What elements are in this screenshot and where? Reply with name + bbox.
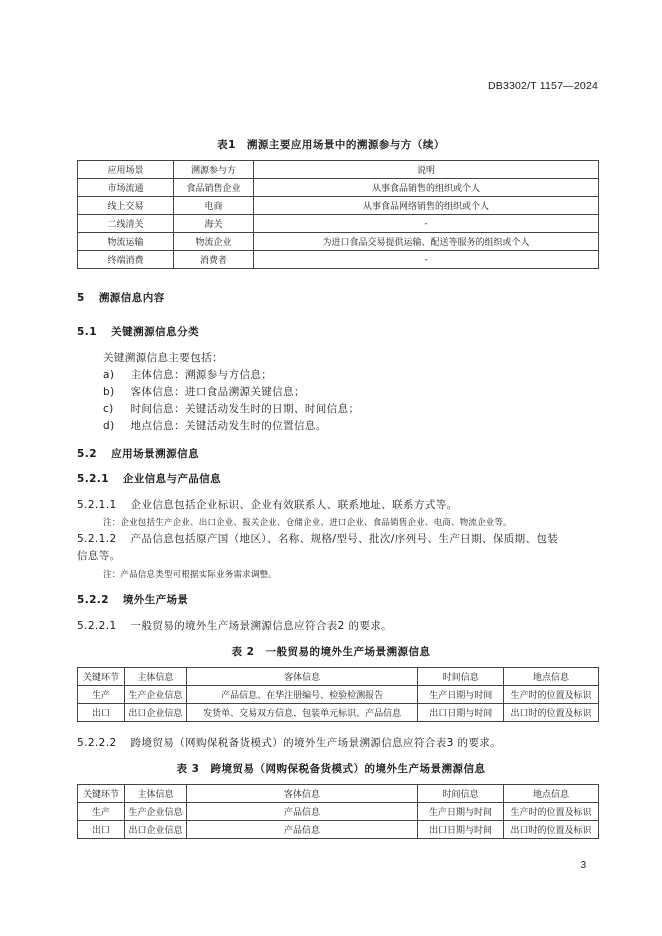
- table-cell: 电商: [174, 197, 254, 215]
- table-row: [78, 233, 599, 251]
- table-cell: 生产: [78, 686, 125, 704]
- table-row: [78, 251, 599, 269]
- clause-5-2-2-2: [77, 735, 501, 750]
- table-cell: 生产日期与时间: [418, 803, 504, 821]
- table-row: [78, 821, 599, 839]
- list-item-text: 主体信息：溯源参与方信息；: [130, 369, 273, 381]
- table-cell: 生产日期与时间: [418, 686, 504, 704]
- table-cell: 食品销售企业: [174, 179, 254, 197]
- section-title: 企业信息与产品信息: [122, 473, 222, 485]
- clause-number: 5.2.1.2: [77, 533, 117, 545]
- table-cell: -: [254, 251, 599, 269]
- list-item: [103, 384, 305, 399]
- table1-col-scene: 应用场景: [78, 161, 174, 179]
- table3-header-row: [78, 785, 599, 803]
- table-row: [78, 179, 599, 197]
- section-number: 5: [77, 292, 85, 304]
- table-cell: 消费者: [174, 251, 254, 269]
- table2-header-row: [78, 668, 599, 686]
- table-cell: 终端消费: [78, 251, 174, 269]
- table-cell: 出口: [78, 821, 125, 839]
- list-item-text: 地点信息：关键活动发生时的位置信息。: [130, 420, 327, 432]
- table-cell: 生产时的位置及标识: [504, 686, 599, 704]
- table-cell: 为进口食品交易提供运输、配送等服务的组织或个人: [254, 233, 599, 251]
- table-cell: 出口日期与时间: [418, 704, 504, 722]
- table3: [77, 784, 599, 839]
- table-row: [78, 215, 599, 233]
- clause-number: 5.2.2.1: [77, 620, 117, 632]
- clause-continuation: 信息等。: [77, 550, 121, 562]
- table2-col-time: 时间信息: [418, 668, 504, 686]
- table2-title: 表 2 一般贸易的境外生产场景溯源信息: [231, 646, 431, 658]
- clause-text: 一般贸易的境外生产场景溯源信息应符合表2 的要求。: [130, 620, 393, 632]
- section-number: 5.2.2: [77, 594, 109, 606]
- table-cell: 出口企业信息: [124, 821, 186, 839]
- table-cell: 产品信息、在华注册编号、检验检测报告: [186, 686, 418, 704]
- list-item-text: 时间信息：关键活动发生时的日期、时间信息；: [130, 403, 360, 415]
- table1-col-participant: 溯源参与方: [174, 161, 254, 179]
- table2-col-location: 地点信息: [504, 668, 599, 686]
- section-title: 溯源信息内容: [98, 292, 165, 304]
- section-5-1-heading: [77, 324, 199, 339]
- section-number: 5.1: [77, 326, 98, 338]
- table-cell: 二线清关: [78, 215, 174, 233]
- table-cell: 生产时的位置及标识: [504, 803, 599, 821]
- table2-col-subject: 主体信息: [124, 668, 186, 686]
- table-cell: 海关: [174, 215, 254, 233]
- table-cell: 物流企业: [174, 233, 254, 251]
- list-item-label: a): [103, 369, 115, 381]
- list-item-label: b): [103, 386, 115, 398]
- list-item: [103, 401, 359, 416]
- table2: [77, 667, 599, 722]
- table3-col-subject: 主体信息: [124, 785, 186, 803]
- table3-col-key-step: 关键环节: [78, 785, 125, 803]
- clause-text: 跨境贸易（网购保税备货模式）的境外生产场景溯源信息应符合表3 的要求。: [130, 737, 502, 749]
- clause-5-2-2-1: [77, 618, 392, 633]
- table-cell: 出口时的位置及标识: [504, 704, 599, 722]
- clause-5-2-1-1: [77, 497, 458, 512]
- standard-code: DB3302/T 1157—2024: [487, 80, 598, 92]
- table1-title: 表1 溯源主要应用场景中的溯源参与方（续）: [217, 139, 445, 151]
- clause-text: 产品信息包括原产国（地区）、名称、规格/型号、批次/序列号、生产日期、保质期、包装: [130, 533, 559, 545]
- table-cell: 出口日期与时间: [418, 821, 504, 839]
- table-cell: 生产企业信息: [124, 686, 186, 704]
- table-row: [78, 686, 599, 704]
- table3-title: 表 3 跨境贸易（网购保税备货模式）的境外生产场景溯源信息: [176, 763, 486, 775]
- list-item: [103, 418, 327, 433]
- section-title: 关键溯源信息分类: [111, 326, 200, 338]
- table-row: [78, 197, 599, 215]
- section-5-2-heading: [77, 446, 199, 461]
- paragraph: 关键溯源信息主要包括：: [103, 352, 223, 364]
- note: 注：企业包括生产企业、出口企业、报关企业、仓储企业、进口企业、食品销售企业、电商、物流企业等。: [103, 518, 512, 528]
- table-cell: 出口: [78, 704, 125, 722]
- section-5-heading: [77, 290, 165, 305]
- section-title: 应用场景溯源信息: [111, 448, 200, 460]
- table-cell: 产品信息: [186, 821, 417, 839]
- table-row: [78, 803, 599, 821]
- list-item-text: 客体信息：进口食品溯源关键信息；: [130, 386, 305, 398]
- note: 注：产品信息类型可根据实际业务需求调整。: [103, 570, 278, 580]
- table-cell: 生产企业信息: [124, 803, 186, 821]
- table-cell: 线上交易: [78, 197, 174, 215]
- clause-text: 企业信息包括企业标识、企业有效联系人、联系地址、联系方式等。: [130, 499, 458, 511]
- clause-number: 5.2.2.2: [77, 737, 117, 749]
- section-title: 境外生产场景: [122, 594, 189, 606]
- clause-5-2-1-2: [77, 531, 558, 546]
- table1: [77, 160, 599, 269]
- list-item-label: c): [103, 403, 114, 415]
- table-cell: -: [254, 215, 599, 233]
- table2-col-object: 客体信息: [186, 668, 418, 686]
- page-number: 3: [580, 860, 586, 871]
- table-cell: 出口企业信息: [124, 704, 186, 722]
- table-cell: 从事食品网络销售的组织或个人: [254, 197, 599, 215]
- table-cell: 市场流通: [78, 179, 174, 197]
- table1-col-description: 说明: [254, 161, 599, 179]
- section-number: 5.2: [77, 448, 98, 460]
- section-5-2-2-heading: [77, 592, 188, 607]
- clause-number: 5.2.1.1: [77, 499, 117, 511]
- table-cell: 从事食品销售的组织或个人: [254, 179, 599, 197]
- table-cell: 生产: [78, 803, 125, 821]
- list-item: [103, 367, 272, 382]
- table-cell: 出口时的位置及标识: [504, 821, 599, 839]
- table3-col-object: 客体信息: [186, 785, 417, 803]
- table-row: [78, 704, 599, 722]
- section-5-2-1-heading: [77, 471, 221, 486]
- table-cell: 发货单、交易双方信息、包装单元标识、产品信息: [186, 704, 418, 722]
- table3-col-location: 地点信息: [504, 785, 599, 803]
- table3-col-time: 时间信息: [418, 785, 504, 803]
- table1-header-row: [78, 161, 599, 179]
- list-item-label: d): [103, 420, 115, 432]
- table-cell: 物流运输: [78, 233, 174, 251]
- section-number: 5.2.1: [77, 473, 109, 485]
- table2-col-key-step: 关键环节: [78, 668, 125, 686]
- table-cell: 产品信息: [186, 803, 417, 821]
